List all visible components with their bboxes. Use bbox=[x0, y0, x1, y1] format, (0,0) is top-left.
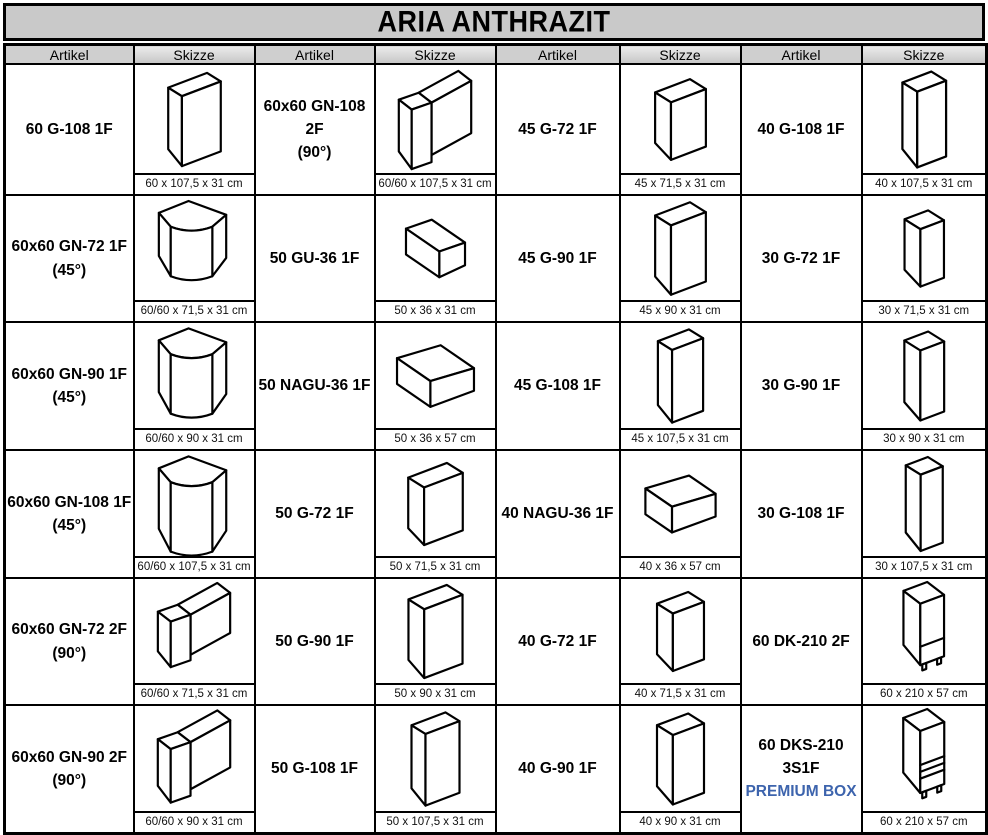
skizze-wrap bbox=[135, 452, 254, 576]
skizze-cell bbox=[375, 64, 496, 195]
dimension-label: 30 x 71,5 x 31 cm bbox=[863, 300, 986, 320]
artikel-line: 30 G-108 1F bbox=[757, 505, 845, 523]
cabinet-sketch bbox=[621, 580, 740, 683]
dimension-label: 60/60 x 71,5 x 31 cm bbox=[135, 683, 254, 703]
cabinet-sketch bbox=[376, 324, 495, 428]
skizze-cell bbox=[862, 322, 987, 450]
cabinet-sketch-box bbox=[376, 452, 495, 556]
column-header-skizze: Skizze bbox=[375, 45, 496, 65]
artikel-cell bbox=[5, 578, 134, 705]
cabinet-sketch-corner-90 bbox=[376, 66, 495, 173]
artikel-line: (90°) bbox=[52, 771, 87, 789]
dimension-label: 60 x 107,5 x 31 cm bbox=[135, 173, 254, 193]
cabinet-sketch-corner-45 bbox=[135, 324, 254, 428]
dimension-label: 50 x 36 x 31 cm bbox=[376, 300, 495, 320]
dimension-label: 60/60 x 107,5 x 31 cm bbox=[135, 556, 254, 576]
artikel-cell bbox=[496, 195, 620, 322]
skizze-wrap bbox=[863, 707, 986, 831]
skizze-wrap bbox=[621, 452, 740, 576]
cabinet-sketch-box bbox=[376, 324, 495, 428]
skizze-wrap bbox=[863, 580, 986, 703]
cabinet-sketch bbox=[135, 324, 254, 428]
skizze-cell bbox=[620, 450, 741, 578]
header-row bbox=[5, 45, 987, 65]
skizze-wrap bbox=[376, 197, 495, 320]
cabinet-sketch-box bbox=[376, 707, 495, 811]
dimension-label: 60/60 x 107,5 x 31 cm bbox=[376, 173, 495, 193]
skizze-cell bbox=[375, 322, 496, 450]
artikel-cell bbox=[5, 705, 134, 833]
cabinet-sketch-box bbox=[621, 707, 740, 811]
artikel-line: 40 G-72 1F bbox=[518, 632, 597, 650]
artikel-cell bbox=[496, 64, 620, 195]
artikel-cell bbox=[5, 195, 134, 322]
skizze-cell bbox=[620, 64, 741, 195]
artikel-line: 50 G-72 1F bbox=[275, 505, 354, 523]
artikel-cell bbox=[741, 578, 862, 705]
artikel-cell bbox=[741, 195, 862, 322]
column-header-artikel: Artikel bbox=[741, 45, 862, 65]
premium-badge: PREMIUM BOX bbox=[745, 783, 857, 801]
skizze-cell bbox=[134, 450, 255, 578]
cabinet-sketch-corner-45 bbox=[135, 452, 254, 556]
artikel-line: 30 G-90 1F bbox=[761, 377, 841, 395]
skizze-cell bbox=[620, 705, 741, 833]
cabinet-sketch-box bbox=[621, 66, 740, 173]
cabinet-sketch bbox=[376, 707, 495, 811]
skizze-cell bbox=[375, 450, 496, 578]
artikel-cell bbox=[255, 322, 375, 450]
skizze-wrap bbox=[621, 324, 740, 448]
column-header-artikel: Artikel bbox=[496, 45, 620, 65]
dimension-label: 30 x 107,5 x 31 cm bbox=[863, 556, 986, 576]
cabinet-sketch-box bbox=[376, 197, 495, 300]
skizze-cell bbox=[620, 195, 741, 322]
skizze-cell bbox=[620, 578, 741, 705]
artikel-line: 60x60 GN-108 bbox=[263, 97, 366, 115]
column-header-artikel: Artikel bbox=[5, 45, 134, 65]
cabinet-sketch bbox=[863, 580, 986, 683]
skizze-wrap bbox=[621, 197, 740, 320]
cabinet-sketch-corner-90 bbox=[135, 707, 254, 811]
artikel-line: 40 NAGU-36 1F bbox=[501, 505, 614, 523]
artikel-line: 50 G-108 1F bbox=[270, 760, 359, 778]
table-row bbox=[5, 64, 987, 195]
skizze-wrap bbox=[135, 580, 254, 703]
artikel-line: 40 G-108 1F bbox=[757, 120, 845, 138]
cabinet-sketch bbox=[621, 324, 740, 428]
table-row bbox=[5, 578, 987, 705]
cabinet-sketch-box bbox=[621, 197, 740, 300]
dimension-label: 60/60 x 90 x 31 cm bbox=[135, 811, 254, 831]
dimension-label: 50 x 107,5 x 31 cm bbox=[376, 811, 495, 831]
skizze-wrap bbox=[621, 707, 740, 831]
skizze-wrap bbox=[135, 197, 254, 320]
skizze-cell bbox=[862, 578, 987, 705]
dimension-label: 50 x 71,5 x 31 cm bbox=[376, 556, 495, 576]
artikel-line: 60 G-108 1F bbox=[25, 120, 113, 138]
column-header-skizze: Skizze bbox=[862, 45, 987, 65]
cabinet-sketch-corner-90 bbox=[135, 580, 254, 683]
cabinet-sketch-tall-drawers bbox=[863, 707, 986, 811]
skizze-wrap bbox=[621, 66, 740, 193]
cabinet-sketch bbox=[863, 452, 986, 556]
artikel-line: 50 NAGU-36 1F bbox=[258, 377, 371, 395]
artikel-cell bbox=[5, 322, 134, 450]
cabinet-sketch bbox=[863, 707, 986, 811]
dimension-label: 45 x 90 x 31 cm bbox=[621, 300, 740, 320]
artikel-line: (90°) bbox=[297, 144, 332, 162]
artikel-cell bbox=[496, 578, 620, 705]
column-header-artikel: Artikel bbox=[255, 45, 375, 65]
cabinet-sketch bbox=[621, 452, 740, 556]
dimension-label: 50 x 36 x 57 cm bbox=[376, 428, 495, 448]
artikel-cell bbox=[255, 450, 375, 578]
table-body bbox=[5, 64, 987, 833]
cabinet-sketch-box bbox=[863, 197, 986, 300]
artikel-line: 40 G-90 1F bbox=[518, 760, 597, 778]
cabinet-sketch-box bbox=[135, 66, 254, 173]
artikel-cell bbox=[741, 705, 862, 833]
artikel-cell bbox=[255, 578, 375, 705]
cabinet-sketch bbox=[621, 707, 740, 811]
artikel-line: 60x60 GN-90 1F bbox=[11, 365, 127, 383]
artikel-cell bbox=[255, 195, 375, 322]
table-row bbox=[5, 705, 987, 833]
dimension-label: 40 x 71,5 x 31 cm bbox=[621, 683, 740, 703]
artikel-line: 50 G-90 1F bbox=[275, 632, 354, 650]
artikel-line: (45°) bbox=[52, 517, 87, 534]
skizze-wrap bbox=[135, 324, 254, 448]
skizze-wrap bbox=[376, 707, 495, 831]
skizze-cell bbox=[862, 195, 987, 322]
dimension-label: 60/60 x 71,5 x 31 cm bbox=[135, 300, 254, 320]
table-row bbox=[5, 450, 987, 578]
dimension-label: 60 x 210 x 57 cm bbox=[863, 811, 986, 831]
artikel-cell bbox=[255, 705, 375, 833]
artikel-cell bbox=[496, 705, 620, 833]
cabinet-sketch bbox=[376, 197, 495, 300]
artikel-line: (90°) bbox=[52, 644, 87, 662]
skizze-cell bbox=[862, 64, 987, 195]
artikel-cell bbox=[5, 64, 134, 195]
column-header-skizze: Skizze bbox=[620, 45, 741, 65]
skizze-cell bbox=[134, 195, 255, 322]
cabinet-sketch bbox=[376, 66, 495, 173]
cabinet-sketch bbox=[376, 452, 495, 556]
catalog-table bbox=[3, 43, 988, 835]
skizze-wrap bbox=[863, 452, 986, 576]
skizze-wrap bbox=[376, 580, 495, 703]
skizze-cell bbox=[134, 64, 255, 195]
dimension-label: 45 x 71,5 x 31 cm bbox=[621, 173, 740, 193]
cabinet-sketch bbox=[135, 580, 254, 683]
skizze-wrap bbox=[376, 324, 495, 448]
artikel-line: 2F bbox=[305, 120, 324, 138]
artikel-cell bbox=[741, 64, 862, 195]
dimension-label: 60 x 210 x 57 cm bbox=[863, 683, 986, 703]
dimension-label: 60/60 x 90 x 31 cm bbox=[135, 428, 254, 448]
cabinet-sketch bbox=[863, 66, 986, 173]
artikel-line: 45 G-108 1F bbox=[513, 377, 602, 395]
artikel-cell bbox=[741, 450, 862, 578]
cabinet-sketch bbox=[621, 197, 740, 300]
cabinet-sketch-box bbox=[621, 324, 740, 428]
cabinet-sketch-box bbox=[863, 452, 986, 556]
table-header bbox=[5, 45, 987, 65]
skizze-cell bbox=[862, 450, 987, 578]
artikel-line: (45°) bbox=[52, 261, 87, 279]
skizze-wrap bbox=[135, 707, 254, 831]
skizze-wrap bbox=[863, 197, 986, 320]
cabinet-sketch bbox=[376, 580, 495, 683]
dimension-label: 40 x 107,5 x 31 cm bbox=[863, 173, 986, 193]
artikel-line: 60x60 GN-90 2F bbox=[11, 748, 127, 766]
page-title-text: ARIA ANTHRAZIT bbox=[377, 5, 611, 38]
column-header-skizze: Skizze bbox=[134, 45, 255, 65]
artikel-line: 45 G-90 1F bbox=[518, 249, 597, 267]
artikel-cell bbox=[741, 322, 862, 450]
skizze-wrap bbox=[863, 324, 986, 448]
cabinet-sketch-box bbox=[621, 452, 740, 556]
cabinet-sketch bbox=[135, 707, 254, 811]
skizze-wrap bbox=[376, 452, 495, 576]
dimension-label: 50 x 90 x 31 cm bbox=[376, 683, 495, 703]
skizze-cell bbox=[375, 705, 496, 833]
skizze-cell bbox=[134, 578, 255, 705]
cabinet-sketch-box bbox=[621, 580, 740, 683]
artikel-line: 45 G-72 1F bbox=[518, 120, 597, 138]
cabinet-sketch-tall-door bbox=[863, 580, 986, 683]
cabinet-sketch bbox=[135, 66, 254, 173]
artikel-line: 60x60 GN-108 1F bbox=[7, 493, 132, 511]
skizze-cell bbox=[862, 705, 987, 833]
artikel-line: 30 G-72 1F bbox=[761, 249, 841, 267]
artikel-line: 50 GU-36 1F bbox=[269, 249, 360, 267]
page-title bbox=[3, 3, 985, 41]
cabinet-sketch-corner-45 bbox=[135, 197, 254, 300]
table-row bbox=[5, 322, 987, 450]
artikel-line: 60x60 GN-72 1F bbox=[11, 238, 127, 256]
artikel-line: 60 DK-210 2F bbox=[752, 632, 850, 650]
dimension-label: 40 x 90 x 31 cm bbox=[621, 811, 740, 831]
cabinet-sketch-box bbox=[863, 324, 986, 428]
skizze-cell bbox=[134, 705, 255, 833]
skizze-cell bbox=[134, 322, 255, 450]
cabinet-sketch bbox=[863, 324, 986, 428]
dimension-label: 30 x 90 x 31 cm bbox=[863, 428, 986, 448]
cabinet-sketch bbox=[863, 197, 986, 300]
artikel-cell bbox=[5, 450, 134, 578]
skizze-wrap bbox=[135, 66, 254, 193]
cabinet-sketch-box bbox=[863, 66, 986, 173]
artikel-cell bbox=[255, 64, 375, 195]
skizze-wrap bbox=[863, 66, 986, 193]
artikel-line: 60 DKS-210 3S1F bbox=[758, 736, 844, 778]
table-row bbox=[5, 195, 987, 322]
dimension-label: 45 x 107,5 x 31 cm bbox=[621, 428, 740, 448]
artikel-line: (45°) bbox=[52, 389, 87, 406]
skizze-cell bbox=[375, 195, 496, 322]
skizze-cell bbox=[375, 578, 496, 705]
skizze-wrap bbox=[621, 580, 740, 703]
skizze-wrap bbox=[376, 66, 495, 193]
cabinet-sketch bbox=[135, 197, 254, 300]
cabinet-sketch-box bbox=[376, 580, 495, 683]
cabinet-sketch bbox=[621, 66, 740, 173]
artikel-cell bbox=[496, 450, 620, 578]
artikel-cell bbox=[496, 322, 620, 450]
cabinet-sketch bbox=[135, 452, 254, 556]
skizze-cell bbox=[620, 322, 741, 450]
dimension-label: 40 x 36 x 57 cm bbox=[621, 556, 740, 576]
artikel-line: 60x60 GN-72 2F bbox=[11, 621, 127, 639]
